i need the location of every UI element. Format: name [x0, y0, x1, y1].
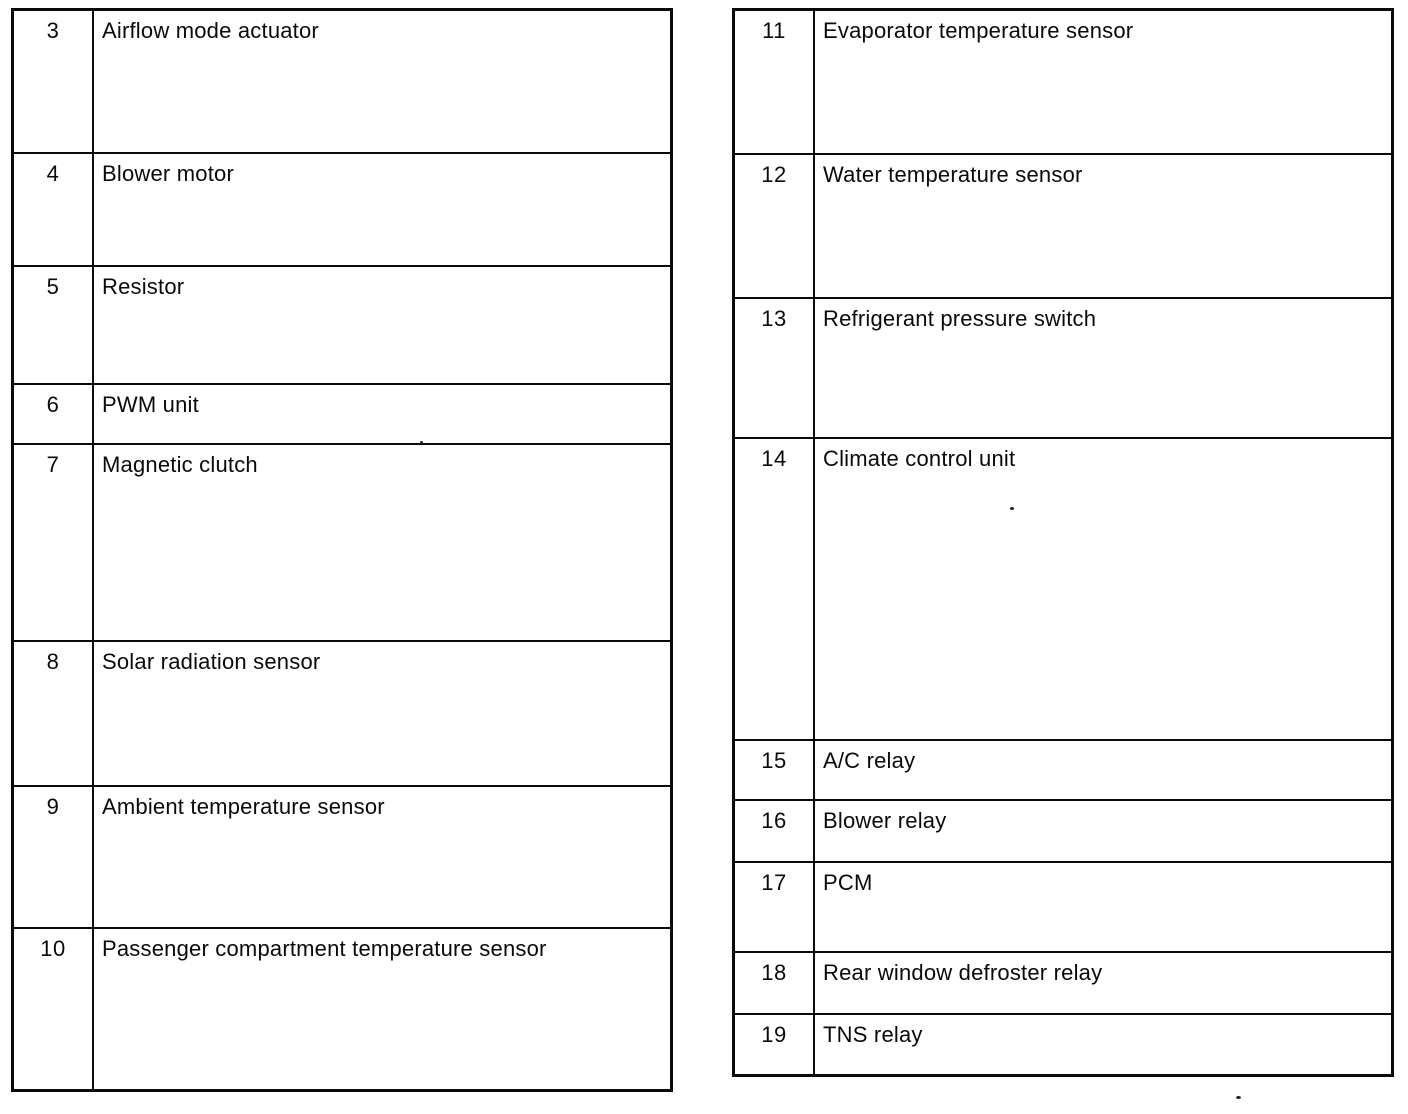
row-number-cell: 14 — [734, 438, 814, 740]
right-legend-table — [733, 9, 1393, 1076]
row-label-cell: Climate control unit — [814, 438, 1392, 740]
row-number-cell: 6 — [13, 384, 93, 444]
row-label-cell: Airflow mode actuator — [93, 10, 671, 153]
table-row — [13, 928, 671, 1090]
row-label-cell: Water temperature sensor — [814, 154, 1392, 298]
row-number-cell: 12 — [734, 154, 814, 298]
row-label-cell: Refrigerant pressure switch — [814, 298, 1392, 438]
table-row — [734, 438, 1392, 740]
table-row — [734, 1014, 1392, 1075]
row-number-cell: 19 — [734, 1014, 814, 1075]
row-label-cell: Solar radiation sensor — [93, 641, 671, 786]
table-row — [734, 800, 1392, 862]
scan-artifact — [420, 441, 423, 444]
table-row — [13, 641, 671, 786]
table-row — [13, 10, 671, 153]
row-number-cell: 7 — [13, 444, 93, 641]
row-number-cell: 8 — [13, 641, 93, 786]
row-label-cell: Passenger compartment temperature sensor — [93, 928, 671, 1090]
table-row — [13, 384, 671, 444]
row-number-cell: 5 — [13, 266, 93, 384]
table-row — [13, 266, 671, 384]
row-label-cell: A/C relay — [814, 740, 1392, 800]
row-number-cell: 11 — [734, 10, 814, 154]
table-row — [734, 10, 1392, 154]
row-label-cell: PWM unit — [93, 384, 671, 444]
table-row — [13, 786, 671, 928]
row-number-cell: 4 — [13, 153, 93, 266]
row-number-cell: 10 — [13, 928, 93, 1090]
row-number-cell: 16 — [734, 800, 814, 862]
row-label-cell: Blower relay — [814, 800, 1392, 862]
scan-artifact — [1236, 1096, 1241, 1099]
table-row — [13, 153, 671, 266]
table-row — [734, 298, 1392, 438]
table-row — [734, 740, 1392, 800]
scan-artifact — [1010, 507, 1014, 510]
row-number-cell: 17 — [734, 862, 814, 952]
table-row — [734, 952, 1392, 1014]
row-label-cell: Ambient temperature sensor — [93, 786, 671, 928]
row-label-cell: Resistor — [93, 266, 671, 384]
table-row — [13, 444, 671, 641]
row-number-cell: 13 — [734, 298, 814, 438]
row-label-cell: Magnetic clutch — [93, 444, 671, 641]
row-number-cell: 18 — [734, 952, 814, 1014]
row-number-cell: 15 — [734, 740, 814, 800]
row-label-cell: Blower motor — [93, 153, 671, 266]
row-number-cell: 3 — [13, 10, 93, 153]
row-number-cell: 9 — [13, 786, 93, 928]
row-label-cell: PCM — [814, 862, 1392, 952]
row-label-cell: TNS relay — [814, 1014, 1392, 1075]
table-row — [734, 154, 1392, 298]
table-row — [734, 862, 1392, 952]
left-legend-table — [12, 9, 672, 1091]
row-label-cell: Evaporator temperature sensor — [814, 10, 1392, 154]
row-label-cell: Rear window defroster relay — [814, 952, 1392, 1014]
